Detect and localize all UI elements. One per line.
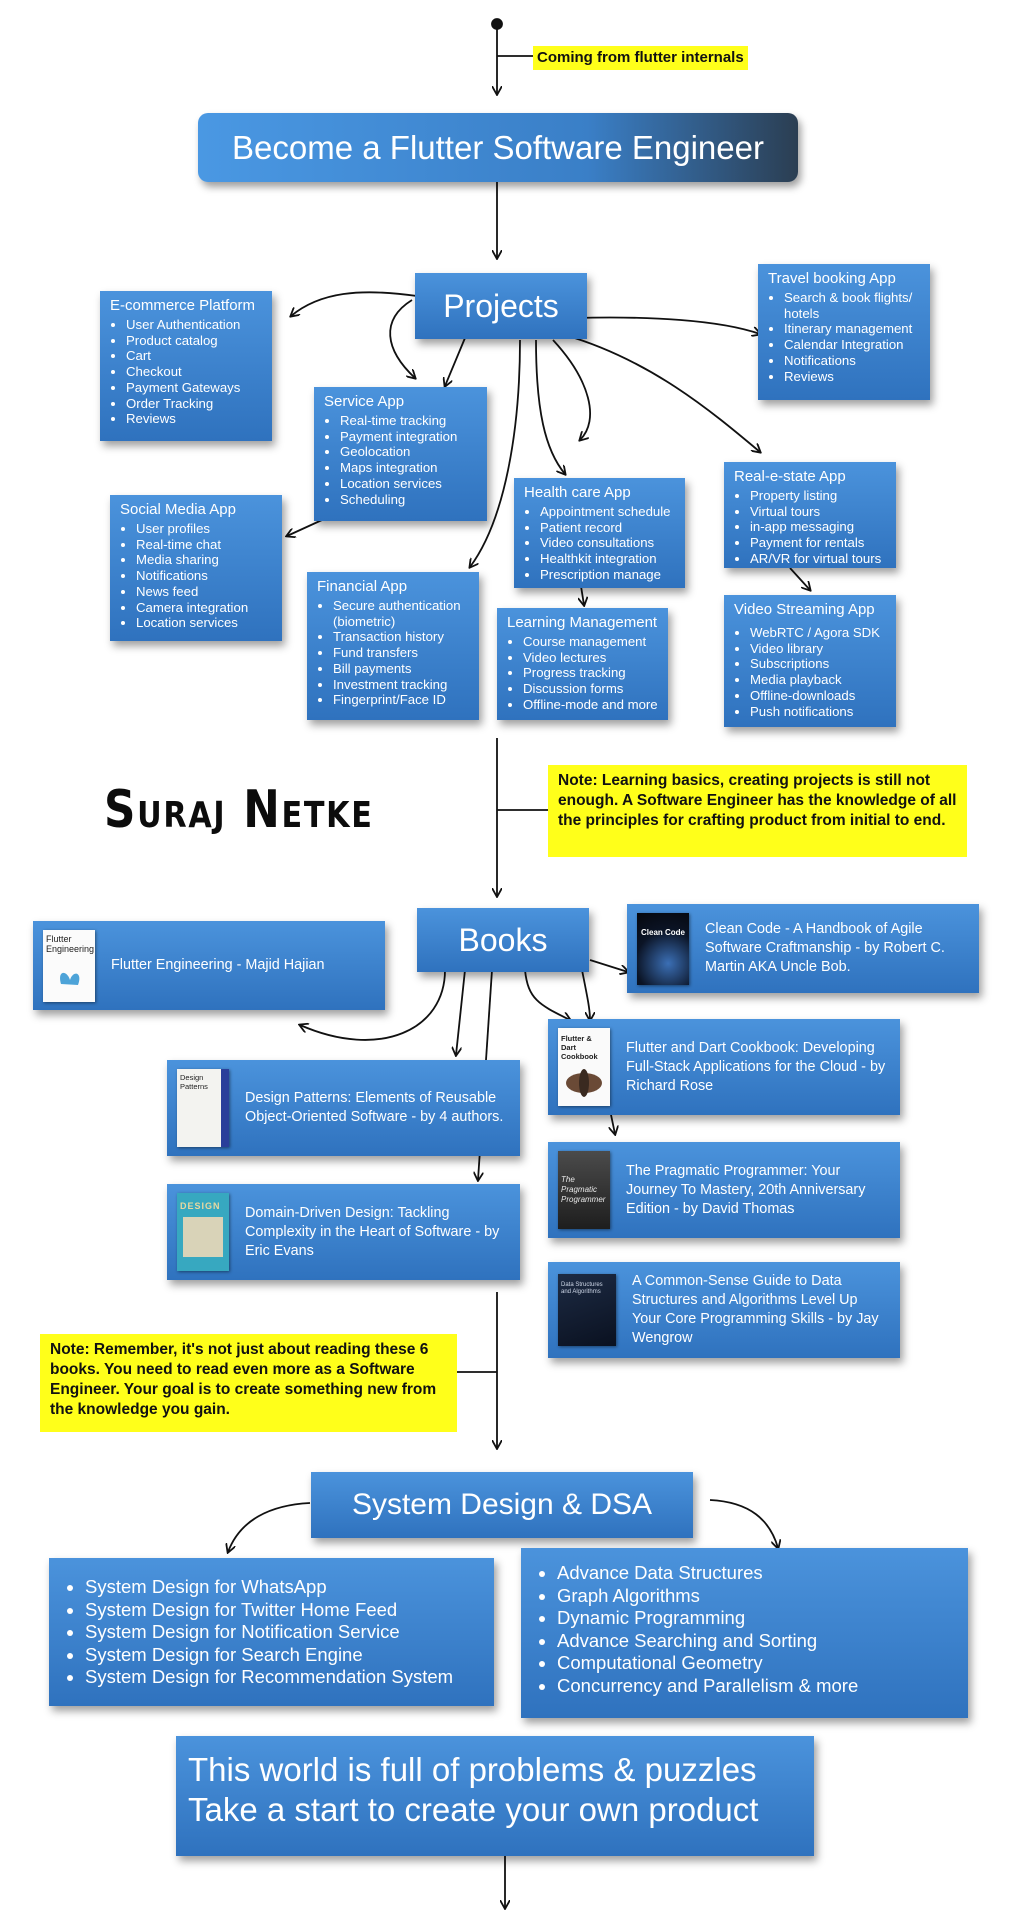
list-item: • Dynamic Programming (557, 1607, 956, 1630)
system-design-header: System Design & DSA (311, 1472, 693, 1538)
card-title: E-commerce Platform (110, 297, 256, 314)
list-item: • Prescription manage (540, 567, 677, 583)
card-title: Service App (324, 393, 405, 410)
list-item: • Real-time tracking (340, 413, 479, 429)
book-flutter-engineering (33, 921, 385, 1010)
project-card-financial (307, 572, 479, 720)
book-cover-image: Design Patterns (177, 1069, 229, 1147)
list-item: • Secure authentication (biometric) (333, 598, 471, 629)
list-item: • Progress tracking (523, 665, 660, 681)
list-item: • Reviews (784, 369, 922, 385)
list-item: • Order Tracking (126, 396, 264, 412)
book-cover-image: The Pragmatic Programmer (558, 1151, 610, 1229)
system-design-list (49, 1558, 494, 1706)
book-cover-image: Flutter Engineering (43, 930, 95, 1002)
list-item: • Payment integration (340, 429, 479, 445)
project-card-service (314, 387, 487, 521)
final-line-1: This world is full of problems & puzzles (188, 1751, 757, 1788)
book-pragmatic-programmer (548, 1142, 900, 1238)
list-item: • Scheduling (340, 492, 479, 508)
note-books: Note: Remember, it's not just about reading these 6 books. You need to read even more as a Software Engineer. Your goal is to create something new from the knowledge you gain. (40, 1334, 457, 1432)
list-item: • Payment Gateways (126, 380, 264, 396)
list-item: • Course management (523, 634, 660, 650)
list-item: • Healthkit integration (540, 551, 677, 567)
book-common-sense-guide (548, 1262, 900, 1358)
book-title: The Pragmatic Programmer: Your Journey To Mastery, 20th Anniversary Edition - by David Thomas (626, 1162, 866, 1217)
list-item: • Maps integration (340, 460, 479, 476)
card-title: Real-e-state App (734, 468, 846, 485)
card-title: Financial App (317, 578, 408, 595)
list-item: • Offline-mode and more (523, 697, 660, 713)
book-title: Domain-Driven Design: Tackling Complexity in the Heart of Software - by Eric Evans (245, 1204, 500, 1259)
project-card-learning-management (497, 608, 668, 720)
book-cover-image: Clean Code (637, 913, 689, 985)
book-cover-image: DESIGN (177, 1193, 229, 1271)
list-item: • System Design for Twitter Home Feed (85, 1599, 482, 1622)
list-item: • Location services (136, 615, 274, 631)
list-item: • Notifications (136, 568, 274, 584)
list-item: • Advance Data Structures (557, 1562, 956, 1585)
project-card-travel (758, 264, 930, 400)
list-item: • in-app messaging (750, 519, 888, 535)
list-item: • System Design for WhatsApp (85, 1576, 482, 1599)
projects-header: Projects (415, 273, 587, 339)
list-item: • Bill payments (333, 661, 471, 677)
book-title: Flutter Engineering - Majid Hajian (111, 957, 325, 973)
project-card-video-streaming (724, 595, 896, 727)
list-item: • Geolocation (340, 444, 479, 460)
list-item: • Product catalog (126, 333, 264, 349)
book-cover-image: Data Structures and Algorithms (558, 1274, 616, 1346)
list-item: • News feed (136, 584, 274, 600)
list-item: • Itinerary management (784, 321, 922, 337)
list-item: • Advance Searching and Sorting (557, 1630, 956, 1653)
list-item: • Fingerprint/Face ID (333, 692, 471, 708)
list-item: • Payment for rentals (750, 535, 888, 551)
book-flutter-dart-cookbook (548, 1019, 900, 1115)
list-item: • Real-time chat (136, 537, 274, 553)
list-item: • Video library (750, 641, 888, 657)
project-card-social-media (110, 495, 282, 641)
final-message (176, 1736, 814, 1856)
card-title: Health care App (524, 484, 631, 501)
book-title: Flutter and Dart Cookbook: Developing Full-Stack Applications for the Cloud - by Richard Rose (626, 1039, 886, 1094)
list-item: • Calendar Integration (784, 337, 922, 353)
list-item: • Camera integration (136, 600, 274, 616)
coming-from-note: Coming from flutter internals (533, 46, 748, 70)
project-card-ecommerce (100, 291, 272, 441)
list-item: • Reviews (126, 411, 264, 427)
project-card-real-estate (724, 462, 896, 568)
book-title: Clean Code - A Handbook of Agile Software Craftmanship - by Robert C. Martin AKA Uncle Bob. (705, 921, 945, 975)
list-item: • Concurrency and Parallelism & more (557, 1675, 956, 1698)
book-design-patterns (167, 1060, 520, 1156)
book-clean-code (627, 904, 979, 993)
list-item: • Offline-downloads (750, 688, 888, 704)
list-item: • Search & book flights/ hotels (784, 290, 922, 321)
book-domain-driven-design (167, 1184, 520, 1280)
list-item: • Checkout (126, 364, 264, 380)
list-item: • Virtual tours (750, 504, 888, 520)
list-item: • Patient record (540, 520, 677, 536)
list-item: • Property listing (750, 488, 888, 504)
book-title: Design Patterns: Elements of Reusable Object-Oriented Software - by 4 authors. (245, 1090, 504, 1125)
final-line-2: Take a start to create your own product (188, 1791, 759, 1828)
card-title: Video Streaming App (734, 601, 875, 618)
list-item: • Media sharing (136, 552, 274, 568)
list-item: • User Authentication (126, 317, 264, 333)
list-item: • System Design for Recommendation System (85, 1666, 482, 1689)
book-title: A Common-Sense Guide to Data Structures and Algorithms Level Up Your Core Programming Skills - by Jay Wengrow (632, 1273, 879, 1346)
dsa-list (521, 1548, 968, 1718)
list-item: • Graph Algorithms (557, 1585, 956, 1608)
list-item: • Push notifications (750, 704, 888, 720)
list-item: • Fund transfers (333, 645, 471, 661)
list-item: • User profiles (136, 521, 274, 537)
list-item: • Notifications (784, 353, 922, 369)
list-item: • WebRTC / Agora SDK (750, 625, 888, 641)
list-item: • Transaction history (333, 629, 471, 645)
list-item: • System Design for Notification Service (85, 1621, 482, 1644)
list-item: • Cart (126, 348, 264, 364)
list-item: • Subscriptions (750, 656, 888, 672)
note-projects: Note: Learning basics, creating projects is still not enough. A Software Engineer has the knowledge of all the principles for crafting product from initial to end. (548, 765, 967, 857)
main-title: Become a Flutter Software Engineer (198, 113, 798, 182)
book-cover-image: Flutter & Dart Cookbook (558, 1028, 610, 1106)
list-item: • Location services (340, 476, 479, 492)
list-item: • AR/VR for virtual tours (750, 551, 888, 567)
list-item: • Video consultations (540, 535, 677, 551)
card-title: Social Media App (120, 501, 236, 518)
list-item: • Appointment schedule (540, 504, 677, 520)
card-title: Travel booking App (768, 270, 896, 287)
card-title: Learning Management (507, 614, 658, 631)
list-item: • Investment tracking (333, 677, 471, 693)
list-item: • Computational Geometry (557, 1652, 956, 1675)
books-header: Books (417, 908, 589, 972)
author-name: Suraj Netke (104, 780, 374, 840)
project-card-health-care (514, 478, 685, 588)
list-item: • Media playback (750, 672, 888, 688)
list-item: • System Design for Search Engine (85, 1644, 482, 1667)
list-item: • Discussion forms (523, 681, 660, 697)
list-item: • Video lectures (523, 650, 660, 666)
